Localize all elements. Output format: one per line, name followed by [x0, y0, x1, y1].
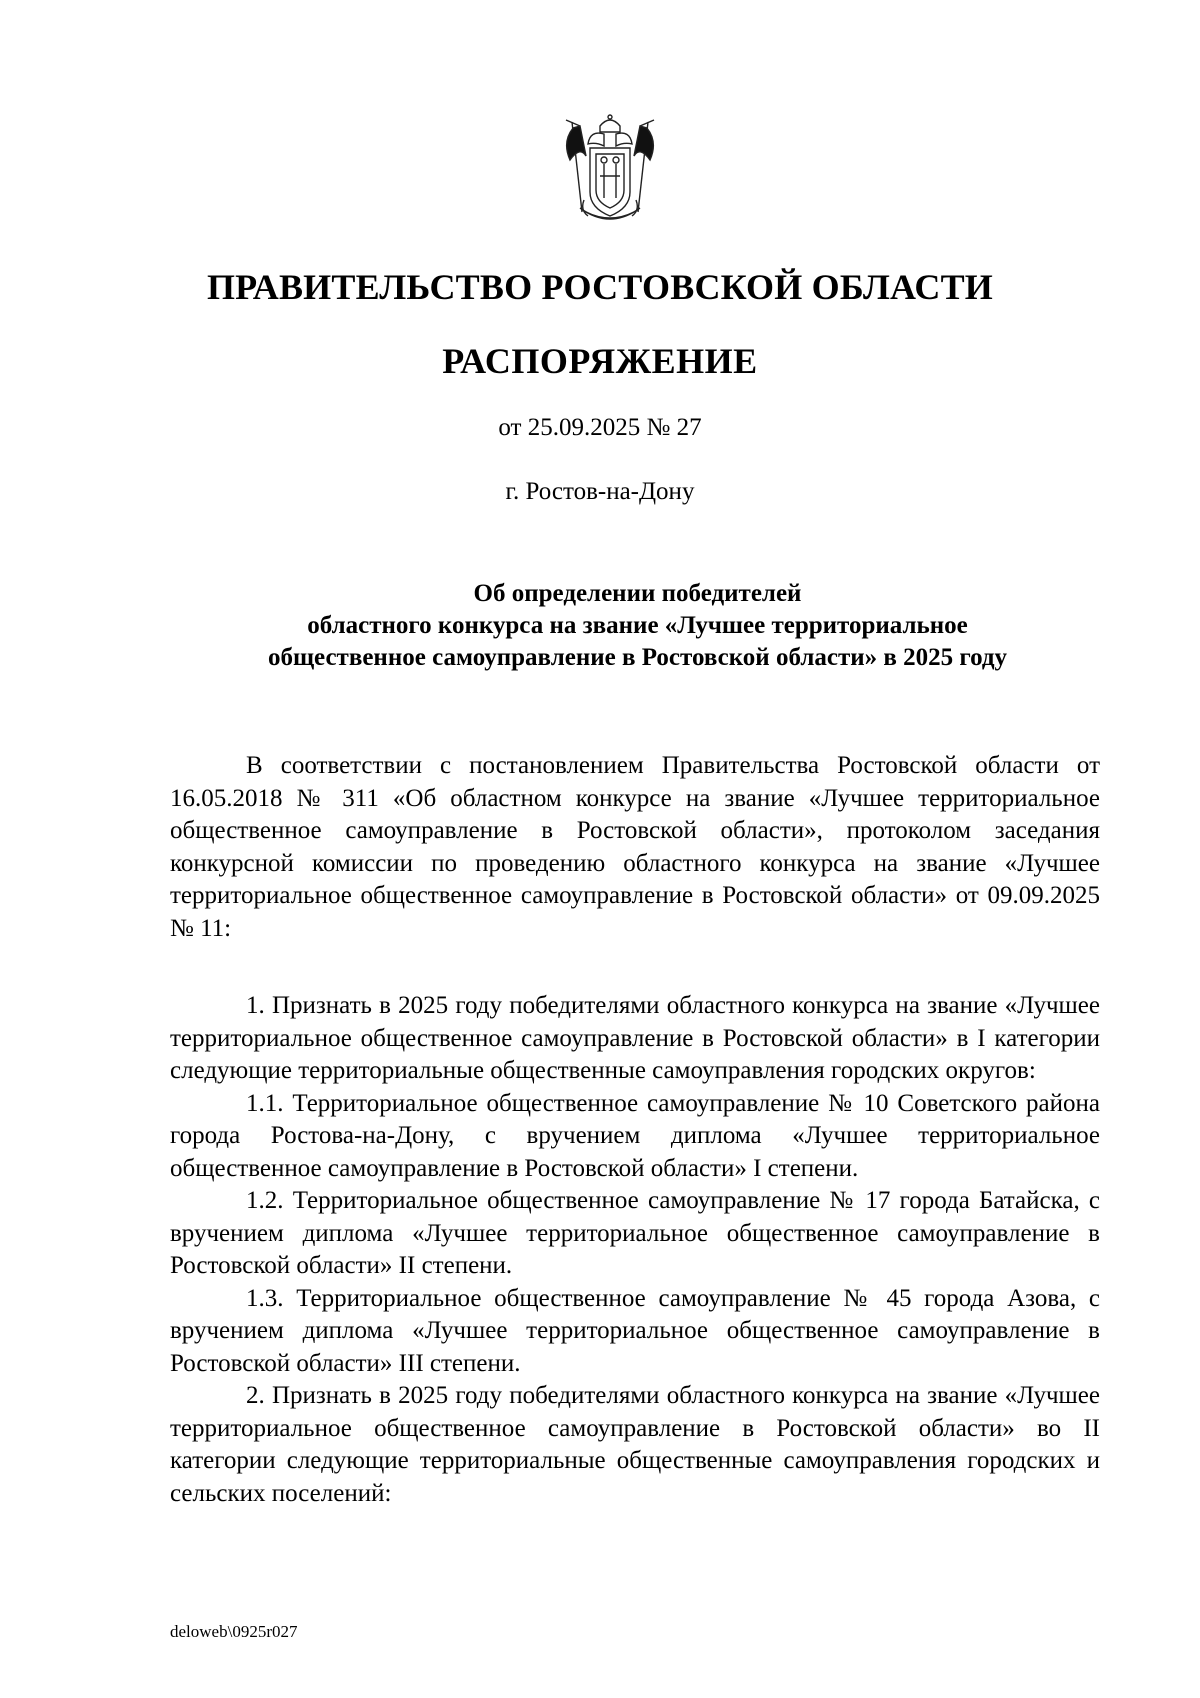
rostov-oblast-coat-of-arms-icon	[560, 112, 660, 230]
subject-line: областного конкурса на звание «Лучшее территориальное	[307, 612, 968, 639]
item-paragraph: 1.3. Территориальное общественное самоуправление № 45 города Азова, с вручением диплома «Лучшее территориальное общественное самоуправление в Ростовской области» III степени.	[170, 1284, 1100, 1377]
document-subject	[170, 578, 1105, 674]
item-paragraph: 1. Признать в 2025 году победителями областного конкурса на звание «Лучшее территориальное общественное самоуправление в Ростовской области» в I категории следующие территориальные общественные самоуправления городских округов:	[170, 992, 1100, 1084]
resolution-items-section	[170, 990, 1100, 1510]
item-paragraph: 1.2. Территориальное общественное самоуправление № 17 города Батайска, с вручением диплома «Лучшее территориальное общественное самоуправление в Ростовской области» II степени.	[170, 1187, 1100, 1279]
preamble-section	[170, 750, 1100, 945]
item-paragraph: 1.1. Территориальное общественное самоуправление № 10 Советского района города Ростова-на-Дону, с вручением диплома «Лучшее территориальное общественное самоуправление в Ростовской области» I степени.	[170, 1089, 1100, 1182]
preamble-paragraph: В соответствии с постановлением Правительства Ростовской области от 16.05.2018 № 311 «Об областном конкурсе на звание «Лучшее территориальное общественное самоуправление в Ростовской области», протоколом заседания конкурсной комиссии по проведению областного конкурса на звание «Лучшее территориальное общественное самоуправление в Ростовской области» от 09.09.2025 № 11:	[170, 752, 1100, 942]
document-city: г. Ростов-на-Дону	[505, 478, 695, 505]
file-reference: deloweb\0925r027	[170, 1622, 298, 1641]
subject-line: общественное самоуправление в Ростовской области» в 2025 году	[267, 644, 1008, 671]
item-paragraph: 2. Признать в 2025 году победителями областного конкурса на звание «Лучшее территориальное общественное самоуправление в Ростовской области» во II категории следующие территориальные общественные самоуправления городских и сельских поселений:	[170, 1382, 1100, 1507]
document-date-number: от 25.09.2025 № 27	[498, 414, 702, 441]
document-type-title: РАСПОРЯЖЕНИЕ	[442, 341, 758, 381]
subject-line: Об определении победителей	[473, 580, 802, 607]
organization-title: ПРАВИТЕЛЬСТВО РОСТОВСКОЙ ОБЛАСТИ	[206, 267, 994, 307]
